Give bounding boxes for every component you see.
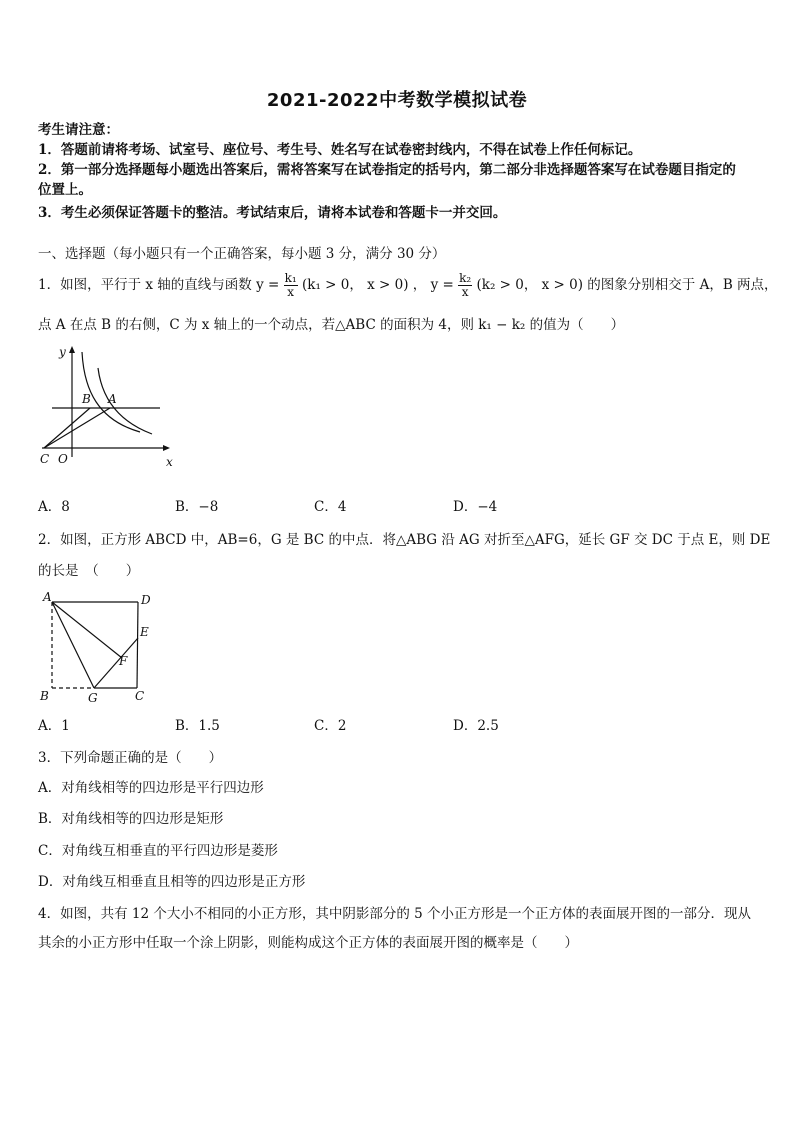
- q1-text-c: (k₂ > 0， x > 0) 的图象分别相交于 A，B 两点，: [476, 277, 778, 293]
- label-C: C: [135, 689, 145, 703]
- notice-item: 1．答题前请将考场、试室号、座位号、考生号、姓名写在试卷密封线内，不得在试卷上作任何标记。: [38, 142, 642, 158]
- section-heading: 一、选择题（每小题只有一个正确答案，每小题 3 分，满分 30 分）: [38, 246, 446, 262]
- notice-item: 3．考生必须保证答题卡的整洁。考试结束后，请将本试卷和答题卡一并交回。: [38, 205, 507, 221]
- q3-stem: 3．下列命题正确的是（ ）: [38, 750, 223, 766]
- label-G: G: [88, 691, 98, 705]
- notice-item: 位置上。: [38, 182, 92, 198]
- q1-stem-line2: 点 A 在点 B 的右侧，C 为 x 轴上的一个动点，若△ABC 的面积为 4，则 k₁ − k₂ 的值为（ ）: [38, 317, 625, 333]
- q2-option-a: A．1: [38, 718, 70, 734]
- side-DC: [137, 602, 138, 688]
- segment-CB: [44, 408, 90, 448]
- q1-option-d: D．−4: [453, 499, 498, 515]
- y-axis-arrow-icon: [69, 346, 75, 353]
- label-B: B: [82, 392, 91, 406]
- curve-k1: [98, 368, 152, 434]
- fraction-k2-over-x: [458, 272, 472, 299]
- label-C: C: [40, 452, 50, 466]
- q3-choice-c: C．对角线互相垂直的平行四边形是菱形: [38, 843, 278, 859]
- q1-stem-line1: [38, 270, 778, 300]
- fraction-numerator: k₂: [459, 271, 472, 285]
- fraction-k1-over-x: [284, 272, 298, 299]
- label-O: O: [58, 452, 68, 466]
- q1-figure: [38, 342, 178, 472]
- notice-heading: 考生请注意：: [38, 122, 119, 138]
- label-E: E: [140, 625, 149, 639]
- segment-AF: [52, 602, 122, 658]
- q3-choice-b: B．对角线相等的四边形是矩形: [38, 811, 224, 827]
- segment-AG: [52, 602, 94, 688]
- label-A: A: [108, 392, 117, 406]
- page-title: 2021-2022中考数学模拟试卷: [266, 90, 528, 111]
- label-F: F: [119, 654, 128, 668]
- fraction-denominator: x: [287, 285, 295, 299]
- label-B: B: [40, 689, 49, 703]
- q2-stem-line2: 的长是 （ ）: [38, 563, 140, 579]
- q2-option-d: D．2.5: [453, 718, 499, 734]
- fraction-numerator: k₁: [284, 271, 297, 285]
- label-D: D: [141, 593, 151, 607]
- q1-text-a: 1．如图，平行于 x 轴的直线与函数 y =: [38, 277, 280, 293]
- q2-stem-line1: 2．如图，正方形 ABCD 中，AB=6，G 是 BC 的中点．将△ABG 沿 AG 对折至△AFG，延长 GF 交 DC 于点 E，则 DE: [38, 532, 771, 548]
- q3-choice-a: A．对角线相等的四边形是平行四边形: [38, 780, 264, 796]
- q3-choice-d: D．对角线互相垂直且相等的四边形是正方形: [38, 874, 306, 890]
- q1-text-b: (k₁ > 0， x > 0) ， y =: [302, 277, 454, 293]
- q4-stem-line1: 4．如图，共有 12 个大小不相同的小正方形，其中阴影部分的 5 个小正方形是一个正方体的表面展开图的一部分．现从: [38, 906, 752, 922]
- q1-option-b: B．−8: [175, 499, 219, 515]
- fraction-denominator: x: [461, 285, 469, 299]
- q1-option-a: A．8: [38, 499, 70, 515]
- x-axis-arrow-icon: [163, 445, 170, 451]
- q2-option-b: B．1.5: [175, 718, 220, 734]
- segment-CA: [44, 408, 110, 448]
- segment-GE: [94, 638, 138, 688]
- q2-figure: [36, 588, 161, 708]
- notice-item: 2．第一部分选择题每小题选出答案后，需将答案写在试卷指定的括号内，第二部分非选择题答案写在试卷题目指定的: [38, 162, 736, 178]
- q1-option-c: C．4: [314, 499, 347, 515]
- q2-option-c: C．2: [314, 718, 347, 734]
- label-A: A: [43, 590, 52, 604]
- label-y: y: [59, 345, 66, 359]
- q4-stem-line2: 其余的小正方形中任取一个涂上阴影，则能构成这个正方体的表面展开图的概率是（ ）: [38, 935, 578, 951]
- label-x: x: [166, 455, 173, 469]
